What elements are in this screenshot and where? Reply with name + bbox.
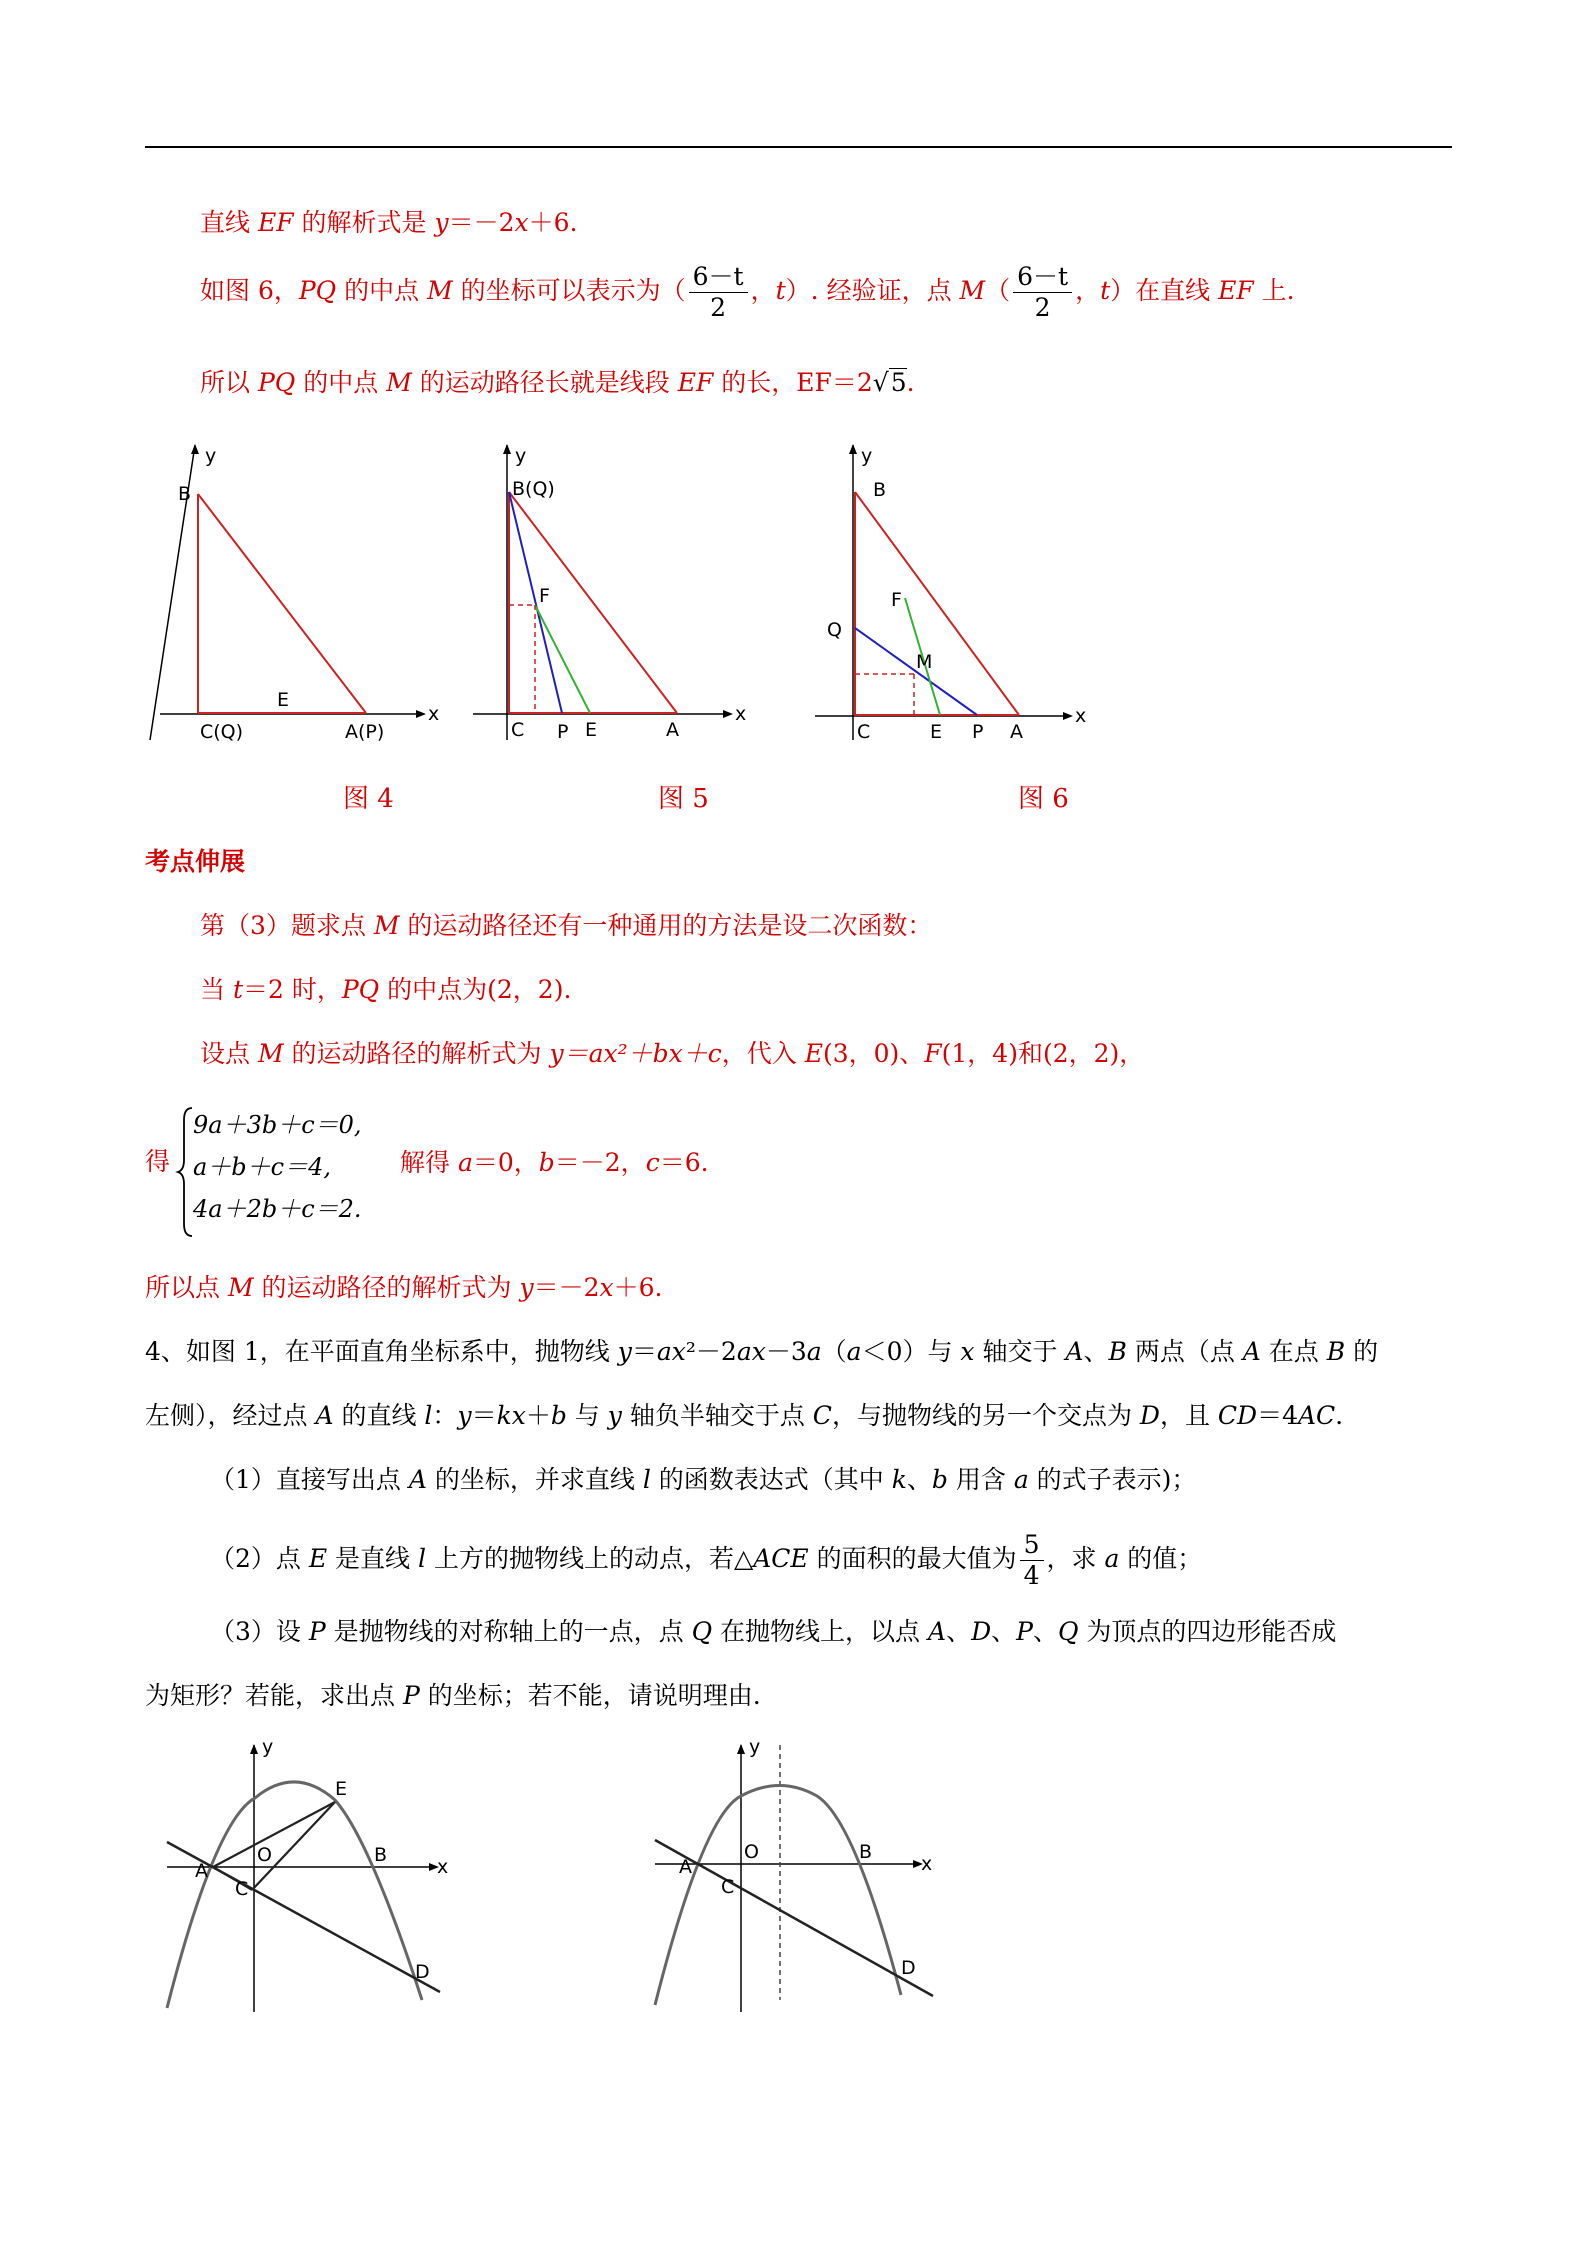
question-1: （1）直接写出点 A 的坐标，并求直线 l 的函数表达式（其中 k、b 用含 a 的式子表示)； bbox=[210, 1465, 1197, 1494]
axis-y-label: y bbox=[515, 445, 527, 467]
point-label-b: B bbox=[374, 1844, 388, 1866]
figure-5-caption: 图 5 bbox=[658, 784, 709, 814]
point-label-d: D bbox=[415, 1961, 430, 1983]
figure-4-caption: 图 4 bbox=[343, 784, 394, 814]
axis-x-label: x bbox=[735, 703, 747, 725]
equation-2: a＋b＋c＝4, bbox=[193, 1153, 332, 1181]
point-label-o: O bbox=[257, 1844, 272, 1866]
axis-y-label: y bbox=[749, 1736, 761, 1758]
section-title: 考点伸展 bbox=[145, 847, 246, 876]
question-2: （2）点 E 是直线 l 上方的抛物线上的动点，若△ACE 的面积的最大值为 $\frac{5}{4}$ ，求 a 的值； bbox=[210, 1530, 1203, 1590]
axis-y-label: y bbox=[262, 1736, 274, 1758]
point-label-e: E bbox=[335, 1778, 348, 1800]
ext-line-1: 第（3）题求点 M 的运动路径还有一种通用的方法是设二次函数： bbox=[200, 911, 933, 940]
point-label-c: C bbox=[857, 721, 871, 743]
equation-1: 9a＋3b＋c＝0, bbox=[193, 1111, 362, 1139]
ext-line-4: 所以点 M 的运动路径的解析式为 y＝－2x＋6. bbox=[145, 1273, 663, 1302]
point-label-b: B bbox=[178, 483, 192, 505]
ext-de-label: 得 bbox=[145, 1147, 171, 1176]
point-label-c: C(Q) bbox=[200, 721, 244, 743]
point-label-b: B(Q) bbox=[512, 478, 555, 500]
question-3-line-2: 为矩形？若能，求出点 P 的坐标；若不能，请说明理由. bbox=[145, 1681, 761, 1710]
point-label-c: C bbox=[511, 719, 525, 741]
solution-line-length: 所以 PQ 的中点 M 的运动路径长就是线段 EF 的长，EF＝2√5. bbox=[200, 368, 915, 397]
point-label-o: O bbox=[744, 1841, 759, 1863]
point-label-a: A(P) bbox=[345, 721, 385, 743]
figure-4 bbox=[150, 440, 440, 760]
point-label-e: E bbox=[277, 689, 290, 711]
axis-x-label: x bbox=[437, 1856, 449, 1878]
point-label-b: B bbox=[873, 479, 887, 501]
fraction: $\frac{6-t}{2}$ bbox=[689, 262, 748, 323]
point-label-f: F bbox=[891, 589, 902, 611]
point-label-c: C bbox=[721, 1876, 735, 1898]
axis-x-label: x bbox=[1075, 705, 1087, 727]
point-label-c: C bbox=[235, 1878, 249, 1900]
problem-figure-2 bbox=[645, 1730, 965, 2020]
point-label-p: P bbox=[557, 721, 569, 743]
figure-6-caption: 图 6 bbox=[1018, 784, 1069, 814]
point-label-b: B bbox=[859, 1841, 873, 1863]
solution-line-midpoint: 如图 6，PQ 的中点 M 的坐标可以表示为（ $\frac{6-t}{2}$ ，t）. 经验证，点 M（ $\frac{6-t}{2}$ ，t）在直线 EF 上. bbox=[200, 262, 1295, 322]
figure-5 bbox=[465, 440, 745, 760]
point-label-p: P bbox=[972, 721, 984, 743]
solution-line-ef: 直线 EF 的解析式是 y＝－2x＋6. bbox=[200, 208, 578, 237]
axis-y-label: y bbox=[205, 445, 217, 467]
problem-line-2: 左侧），经过点 A 的直线 l：y＝kx＋b 与 y 轴负半轴交于点 C，与抛物线的另一个交点为 D，且 CD＝4AC. bbox=[145, 1401, 1344, 1430]
axis-x-label: x bbox=[921, 1853, 933, 1875]
figure-6 bbox=[805, 440, 1095, 760]
point-label-q: Q bbox=[827, 619, 842, 641]
point-label-e: E bbox=[585, 719, 598, 741]
point-label-a: A bbox=[679, 1856, 692, 1878]
point-label-f: F bbox=[539, 585, 550, 607]
point-label-m: M bbox=[916, 651, 933, 673]
fraction: $\frac{5}{4}$ bbox=[1020, 1530, 1044, 1591]
axis-x-label: x bbox=[428, 703, 440, 725]
axis-y-label: y bbox=[861, 445, 873, 467]
equation-3: 4a＋2b＋c＝2. bbox=[193, 1195, 362, 1223]
solution-values: 解得 a＝0，b＝－2，c＝6. bbox=[400, 1148, 709, 1177]
fraction: $\frac{6-t}{2}$ bbox=[1013, 262, 1072, 323]
question-3-line-1: （3）设 P 是抛物线的对称轴上的一点，点 Q 在抛物线上，以点 A、D、P、Q 为顶点的四边形能否成 bbox=[210, 1617, 1337, 1646]
ext-line-3: 设点 M 的运动路径的解析式为 y＝ax²＋bx＋c，代入 E(3，0)、F(1，4)和(2，2)， bbox=[200, 1039, 1145, 1068]
header-rule bbox=[145, 146, 1452, 148]
point-label-a: A bbox=[1010, 721, 1023, 743]
problem-figure-1 bbox=[155, 1730, 475, 2020]
point-label-d: D bbox=[901, 1957, 916, 1979]
point-label-a: A bbox=[195, 1860, 208, 1882]
point-label-a: A bbox=[666, 719, 679, 741]
ext-line-2: 当 t＝2 时，PQ 的中点为(2，2). bbox=[200, 975, 572, 1004]
point-label-e: E bbox=[930, 721, 943, 743]
problem-line-1: 4、如图 1，在平面直角坐标系中，抛物线 y＝ax²－2ax－3a（a＜0）与 x 轴交于 A、B 两点（点 A 在点 B 的 bbox=[145, 1337, 1379, 1366]
